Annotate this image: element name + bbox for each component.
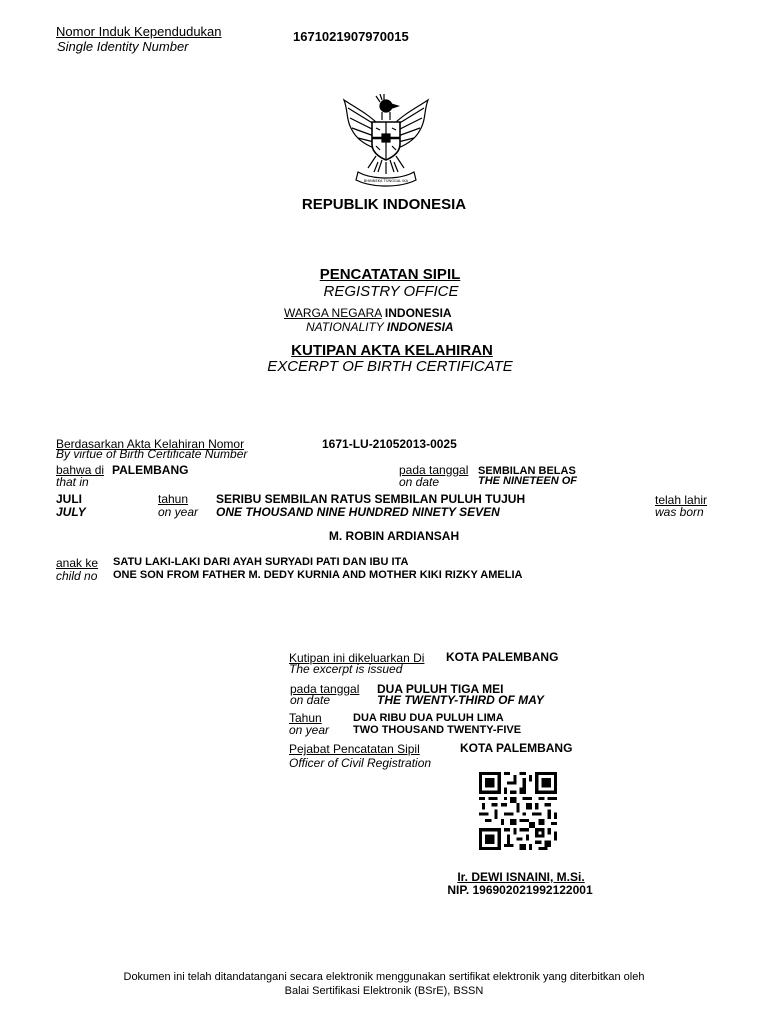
- nik-label: Nomor Induk Kependudukan: [56, 24, 222, 39]
- document-title: KUTIPAN AKTA KELAHIRAN: [291, 342, 493, 359]
- nationality-value-en: INDONESIA: [386, 320, 454, 334]
- issued-label-en: The excerpt is issued: [289, 662, 403, 676]
- officer-label-en: Officer of Civil Registration: [289, 756, 432, 770]
- birth-month: JULI: [56, 492, 83, 506]
- birth-year-value: SERIBU SEMBILAN RATUS SEMBILAN PULUH TUJUH: [216, 492, 526, 506]
- nik-label-en: Single Identity Number: [57, 39, 189, 54]
- footer-note-line1: Dokumen ini telah ditandatangani secara elektronik menggunakan sertifikat elektronik yang diterbitkan oleh: [123, 971, 645, 983]
- nationality-label: WARGA NEGARA: [284, 306, 382, 320]
- country-title: REPUBLIK INDONESIA: [301, 196, 467, 213]
- nik-value: 1671021907970015: [293, 29, 409, 44]
- issued-label: Kutipan ini dikeluarkan Di: [289, 651, 425, 665]
- issued-place: KOTA PALEMBANG: [446, 650, 559, 664]
- nationality-label-en: NATIONALITY: [306, 320, 384, 334]
- birth-date-label: pada tanggal: [399, 463, 469, 477]
- basis-label: Berdasarkan Akta Kelahiran Nomor: [56, 437, 245, 451]
- officer-name: Ir. DEWI ISNAINI, M.Si.: [457, 870, 585, 884]
- issued-year-value-en: TWO THOUSAND TWENTY-FIVE: [353, 724, 522, 736]
- nationality-line: [284, 306, 452, 320]
- issued-date-label-en: on date: [290, 693, 331, 707]
- child-order-label: anak ke: [56, 556, 99, 570]
- born-label: telah lahir: [655, 493, 708, 507]
- certificate-number: 1671-LU-21052013-0025: [322, 437, 457, 451]
- issued-year-label: Tahun: [289, 711, 322, 725]
- officer-label: Pejabat Pencatatan Sipil: [289, 742, 420, 756]
- place-label: bahwa di: [56, 463, 105, 477]
- issued-date-value-en: THE TWENTY-THIRD OF MAY: [377, 693, 544, 707]
- issued-year-label-en: on year: [289, 723, 330, 737]
- birth-date-value: SEMBILAN BELAS: [478, 465, 576, 477]
- nationality-value: INDONESIA: [384, 306, 452, 320]
- place-label-en: that in: [56, 475, 89, 489]
- issued-date-label: pada tanggal: [290, 682, 360, 696]
- born-label-en: was born: [655, 505, 704, 519]
- nationality-line-en: [306, 320, 454, 334]
- birth-date-label-en: on date: [399, 475, 440, 489]
- birth-year-value-en: ONE THOUSAND NINE HUNDRED NINETY SEVEN: [216, 505, 500, 519]
- officer-place: KOTA PALEMBANG: [460, 741, 573, 755]
- place-value: PALEMBANG: [112, 463, 189, 477]
- birth-month-en: JULY: [56, 505, 86, 519]
- child-order-label-en: child no: [56, 569, 98, 583]
- office-title: PENCATATAN SIPIL: [319, 266, 461, 283]
- document-title-en: EXCERPT OF BIRTH CERTIFICATE: [267, 358, 513, 375]
- birth-date-value-en: THE NINETEEN OF: [478, 475, 578, 487]
- garuda-emblem-icon: [338, 94, 434, 188]
- issued-year-value: DUA RIBU DUA PULUH LIMA: [353, 712, 504, 724]
- birth-year-label-en: on year: [158, 505, 199, 519]
- office-title-en: REGISTRY OFFICE: [323, 283, 459, 300]
- child-name: M. ROBIN ARDIANSAH: [328, 529, 460, 543]
- birth-year-label: tahun: [158, 492, 189, 506]
- officer-nip: NIP. 196902021992122001: [447, 883, 593, 897]
- issued-date-value: DUA PULUH TIGA MEI: [377, 682, 504, 696]
- footer-note-line2: Balai Sertifikasi Elektronik (BSrE), BSSN: [284, 985, 484, 997]
- emblem-motto: BHINNEKA TUNGGAL IKA: [363, 179, 409, 183]
- child-order-value-en: ONE SON FROM FATHER M. DEDY KURNIA AND MOTHER KIKI RIZKY AMELIA: [113, 569, 523, 581]
- child-order-value: SATU LAKI-LAKI DARI AYAH SURYADI PATI DAN IBU ITA: [113, 556, 409, 568]
- qr-code-icon: [478, 772, 558, 850]
- basis-label-en: By virtue of Birth Certificate Number: [56, 447, 248, 461]
